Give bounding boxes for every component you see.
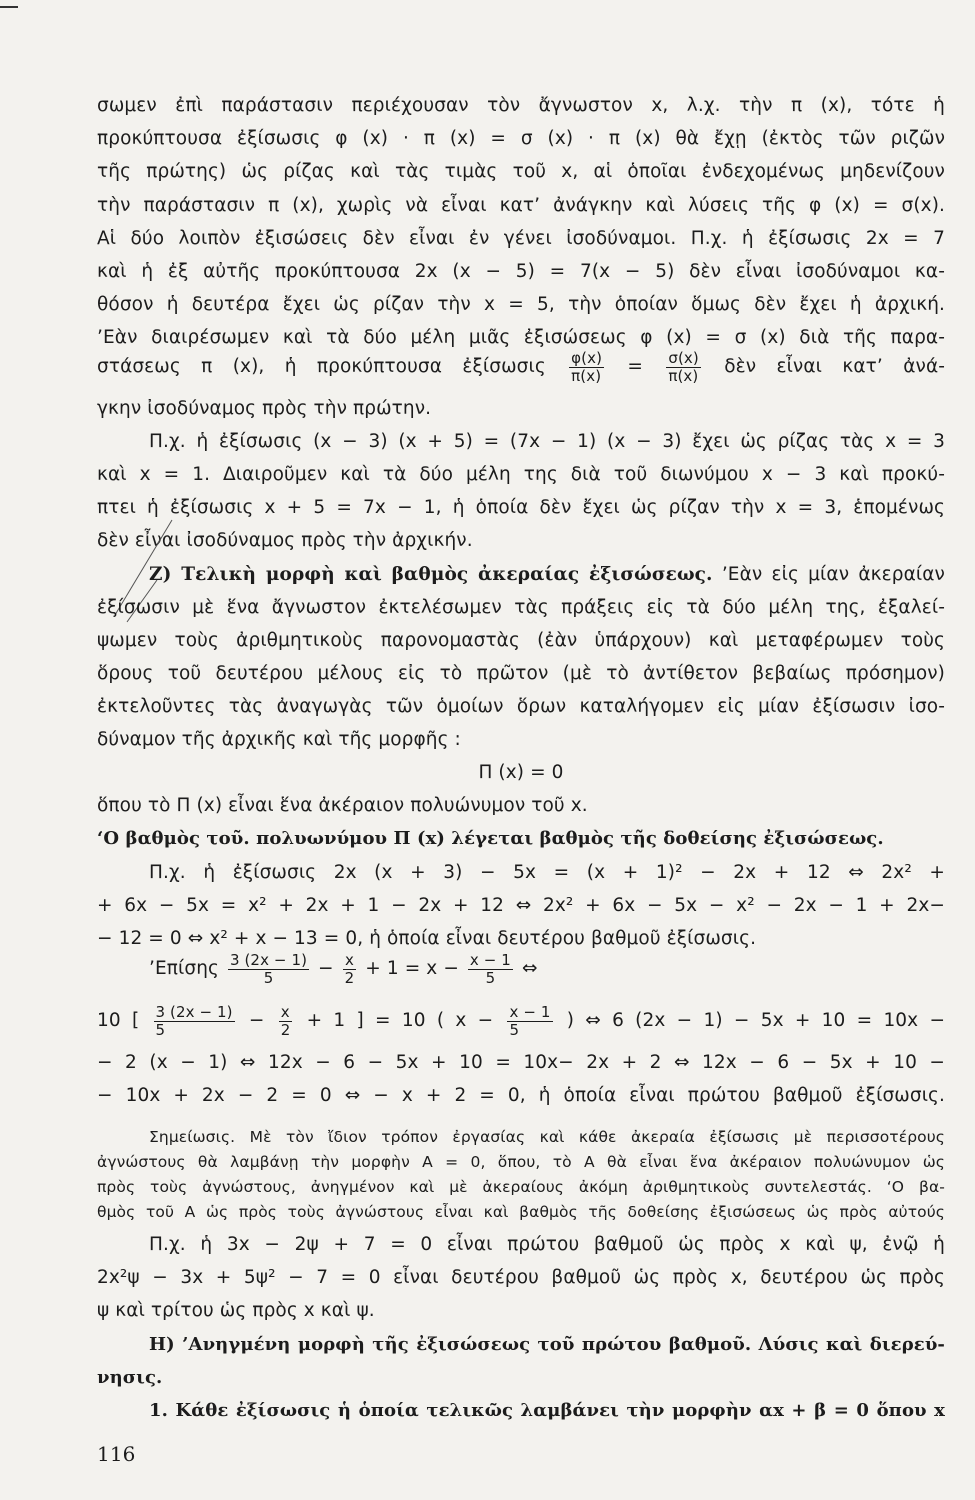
equivalence-arrow: ⇔ bbox=[521, 958, 538, 979]
text-line: ’Εὰν διαιρέσωμεν καὶ τὰ δύο μέλη μιᾶς ἐξισώσεως φ (x) = σ (x) διὰ τῆς παρα- bbox=[97, 327, 945, 348]
text-line: τῆς πρώτης) ὡς ρίζας καὶ τὰς τιμὰς τοῦ x, αἱ ὁποῖαι ἐνδεχομένως μηδενίζουν bbox=[97, 161, 945, 182]
note-line: ἀγνώστους θὰ λαμβάνῃ τὴν μορφὴν Α = 0, ὅπου, τὸ Α θὰ εἶναι ἕνα ἀκέραιον πολυώνυμον ὡς bbox=[97, 1153, 945, 1171]
numerator: x − 1 bbox=[469, 950, 511, 969]
fraction bbox=[507, 1004, 552, 1039]
denominator: 2 bbox=[344, 968, 355, 987]
text-line: τὴν παράστασιν π (x), χωρὶς νὰ εἶναι κατ’ ἀνάγκην καὶ λύσεις τῆς φ (x) = σ(x). bbox=[97, 195, 945, 216]
text-line: − 12 = 0 ⇔ x² + x − 13 = 0, ἡ ὁποία εἶναι δευτέρου βαθμοῦ ἐξίσωσις. bbox=[97, 928, 757, 949]
text-line: ἐξίσωσιν μὲ ἕνα ἄγνωστον ἐκτελέσωμεν τὰς πράξεις εἰς τὰ δύο μέλη της, ἐξαλεί- bbox=[97, 597, 945, 618]
centered-equation: Π (x) = 0 bbox=[478, 762, 564, 783]
text-line: γκην ἰσοδύναμος πρὸς τὴν πρώτην. bbox=[97, 398, 432, 419]
fraction bbox=[154, 1004, 235, 1039]
text-line: Αἱ δύο λοιπὸν ἐξισώσεις δὲν εἶναι ἐν γένει ἰσοδύναμοι. Π.χ. ἡ ἐξίσωσις 2x = 7 bbox=[97, 228, 945, 249]
denominator: 2 bbox=[280, 1020, 291, 1039]
section-heading: Ζ) Τελικὴ μορφὴ καὶ βαθμὸς ἀκεραίας ἐξισώσεως. bbox=[149, 564, 713, 585]
text-line: Π.χ. ἡ 3x − 2ψ + 7 = 0 εἶναι πρώτου βαθμοῦ ὡς πρὸς x καὶ ψ, ἐνῷ ἡ bbox=[149, 1234, 945, 1255]
section-z-line bbox=[97, 563, 945, 587]
text-line: σωμεν ἐπὶ παράστασιν περιέχουσαν τὸν ἄγνωστον x, λ.χ. τὴν π (x), τότε ἡ bbox=[97, 95, 945, 116]
text-line: Π.χ. ἡ ἐξίσωσις 2x (x + 3) − 5x = (x + 1)² − 2x + 12 ⇔ 2x² + bbox=[149, 862, 945, 883]
numerator: x bbox=[279, 1004, 293, 1022]
minus-sign: − bbox=[318, 958, 334, 979]
fraction bbox=[343, 952, 357, 987]
text-line: − 10x + 2x − 2 = 0 ⇔ − x + 2 = 0, ἡ ὁποία εἶναι πρώτου βαθμοῦ ἐξίσωσις. bbox=[97, 1085, 945, 1106]
text-line: ὅρους τοῦ δευτέρου μέλους εἰς τὸ πρῶτον (μὲ τὸ ἀντίθετον βεβαίως πρόσημον) bbox=[97, 663, 945, 684]
text-segment: 10 [ bbox=[97, 1010, 140, 1031]
fraction bbox=[569, 350, 604, 385]
fraction-line bbox=[97, 348, 945, 386]
fraction bbox=[228, 952, 309, 987]
denominator: π(x) bbox=[571, 366, 602, 385]
text-line: δὲν εἶναι ἰσοδύναμος πρὸς τὴν ἀρχικήν. bbox=[97, 530, 473, 551]
numerator: x − 1 bbox=[509, 1002, 551, 1021]
text-line: ψ καὶ τρίτου ὡς πρὸς x καὶ ψ. bbox=[97, 1300, 375, 1321]
text-line: προκύπτουσα ἐξίσωσις φ (x) · π (x) = σ (x) · π (x) θὰ ἔχῃ (ἐκτὸς τῶν ριζῶν bbox=[97, 128, 945, 149]
ten-line bbox=[97, 1002, 945, 1040]
text-line: ὅπου τὸ Π (x) εἶναι ἕνα ἀκέραιον πολυώνυμον τοῦ x. bbox=[97, 795, 588, 816]
fraction bbox=[468, 952, 513, 987]
text-segment: + 1 ] = 10 ( x − bbox=[306, 1010, 494, 1031]
epishs-line bbox=[97, 950, 945, 988]
text-line: ἐκτελοῦντες τὰς ἀναγωγὰς τῶν ὁμοίων ὅρων καταλήγομεν εἰς μίαν ἐξίσωσιν ἰσο- bbox=[97, 696, 945, 717]
text-segment: + 1 = x − bbox=[365, 958, 459, 979]
numerator: 3 (2x − 1) bbox=[155, 1002, 233, 1021]
text-segment: ’Εὰν εἰς μίαν ἀκεραίαν bbox=[721, 564, 945, 585]
denominator: 5 bbox=[155, 1020, 166, 1039]
text-line: καὶ ἡ ἐξ αὐτῆς προκύπτουσα 2x (x − 5) = 7(x − 5) δὲν εἶναι ἰσοδύναμοι κα- bbox=[97, 261, 945, 282]
bold-definition: ‘Ο βαθμὸς τοῦ. πολυωνύμου Π (x) λέγεται βαθμὸς τῆς δοθείσης ἐξισώσεως. bbox=[97, 828, 884, 849]
text-line: καὶ x = 1. Διαιροῦμεν καὶ τὰ δύο μέλη της διὰ τοῦ διωνύμου x − 3 καὶ προκύ- bbox=[97, 464, 945, 485]
minus-sign: − bbox=[248, 1010, 265, 1031]
text-line: πτει ἡ ἐξίσωσις x + 5 = 7x − 1, ἡ ὁποία δὲν ἔχει ὡς ρίζαν τὴν x = 3, ἑπομένως bbox=[97, 497, 945, 518]
numerator: 3 (2x − 1) bbox=[229, 950, 308, 969]
numbered-statement: 1. Κάθε ἐξίσωσις ἡ ὁποία τελικῶς λαμβάνει τὴν μορφὴν αx + β = 0 ὅπου x bbox=[149, 1400, 945, 1421]
numerator: x bbox=[343, 952, 357, 970]
text-line: θόσον ἡ δευτέρα ἔχει ὡς ρίζαν τὴν x = 5, τὴν ὁποίαν ὅμως δὲν ἔχει ἡ ἀρχική. bbox=[97, 294, 945, 315]
equals-sign: = bbox=[627, 356, 643, 377]
corner-mark bbox=[0, 6, 18, 8]
denominator: π(x) bbox=[668, 366, 699, 385]
text-segment: δὲν εἶναι κατ’ ἀνά- bbox=[724, 356, 946, 377]
section-h-heading: Η) ’Ανηγμένη μορφὴ τῆς ἐξισώσεως τοῦ πρώτου βαθμοῦ. Λύσις καὶ διερεύ- bbox=[149, 1334, 945, 1355]
text-line: Π.χ. ἡ ἐξίσωσις (x − 3) (x + 5) = (7x − 1) (x − 3) ἔχει ὡς ρίζας τὰς x = 3 bbox=[149, 431, 945, 452]
text-line: + 6x − 5x = x² + 2x + 1 − 2x + 12 ⇔ 2x² + 6x − 5x − x² − 2x − 1 + 2x− bbox=[97, 895, 945, 916]
text-line: ψωμεν τοὺς ἀριθμητικοὺς παρονομαστὰς (ἐὰν ὑπάρχουν) καὶ μεταφέρωμεν τοὺς bbox=[97, 630, 945, 651]
text-line: δύναμον τῆς ἀρχικῆς καὶ τῆς μορφῆς : bbox=[97, 729, 461, 750]
fraction bbox=[279, 1004, 293, 1039]
section-h-heading-cont: νησις. bbox=[97, 1367, 163, 1388]
numerator: φ(x) bbox=[571, 348, 603, 367]
text-segment: ) ⇔ 6 (2x − 1) − 5x + 10 = 10x − bbox=[566, 1010, 946, 1031]
note-line: Σημείωσις. Μὲ τὸν ἴδιον τρόπον ἐργασίας καὶ κάθε ἀκεραία ἐξίσωσις μὲ περισσοτέρους bbox=[149, 1128, 945, 1146]
text-segment: ’Επίσης bbox=[149, 958, 219, 979]
numerator: σ(x) bbox=[668, 348, 699, 367]
text-line: 2x²ψ − 3x + 5ψ² − 7 = 0 εἶναι δευτέρου βαθμοῦ ὡς πρὸς x, δευτέρου ὡς πρὸς bbox=[97, 1267, 945, 1288]
denominator: 5 bbox=[509, 1020, 520, 1039]
note-line: θμὸς τοῦ Α ὡς πρὸς τοὺς ἀγνώστους εἶναι καὶ βαθμὸς τῆς δοθείσης ἐξισώσεως ὡς πρὸς αὐτούς bbox=[97, 1203, 945, 1221]
page-number: 116 bbox=[97, 1442, 136, 1466]
note-line: πρὸς τοὺς ἀγνώστους, ἀνηγμένον καὶ μὲ ἀκεραίους ἀκόμη ἀριθμητικοὺς συντελεστάς. ‘Ο βα- bbox=[97, 1178, 945, 1196]
text-segment: στάσεως π (x), ἡ προκύπτουσα ἐξίσωσις bbox=[97, 356, 546, 377]
denominator: 5 bbox=[263, 968, 274, 987]
fraction bbox=[666, 350, 701, 385]
text-line: − 2 (x − 1) ⇔ 12x − 6 − 5x + 10 = 10x− 2x + 2 ⇔ 12x − 6 − 5x + 10 − bbox=[97, 1052, 945, 1073]
denominator: 5 bbox=[485, 968, 496, 987]
